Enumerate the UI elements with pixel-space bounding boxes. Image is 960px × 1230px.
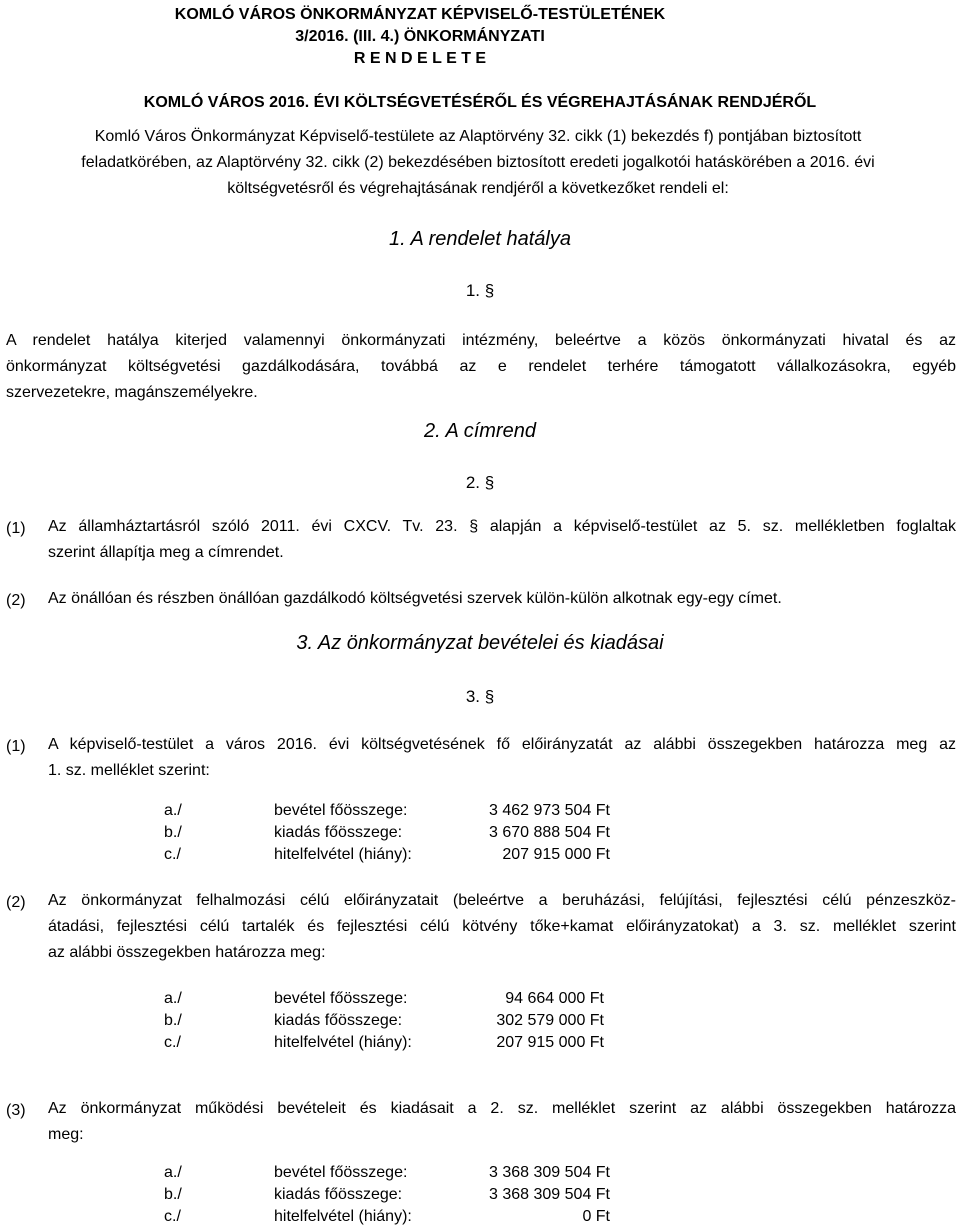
section-3-item-1-line-2: 1. sz. melléklet szerint: (48, 762, 210, 779)
row-value: 302 579 000 Ft (496, 1012, 604, 1029)
row-value: 94 664 000 Ft (505, 990, 604, 1007)
row-letter: b./ (164, 1012, 182, 1029)
section-3-item-2-line-3: az alábbi összegekben határozza meg: (48, 944, 326, 961)
section-3-item-2-line-1: Az önkormányzat felhalmozási célú előirányzatait (beleértve a beruházási, felújítási, fejlesztési célú pénzeszköz- (48, 892, 956, 909)
row-letter: a./ (164, 802, 182, 819)
section-1-text-line-2: önkormányzat költségvetési gazdálkodására, továbbá az e rendelet terhére támogatott vállalkozásokra, egyéb (6, 358, 956, 375)
row-value: 3 462 973 504 Ft (489, 802, 610, 819)
row-letter: c./ (164, 1208, 181, 1225)
section-1-text-line-1: A rendelet hatálya kiterjed valamennyi önkormányzati intézmény, beleértve a közös önkormányzati hivatal és az (6, 332, 956, 349)
section-3-item-1-text (48, 732, 956, 784)
row-label: hitelfelvétel (hiány): (274, 1208, 412, 1225)
section-3-item-3-line-1: Az önkormányzat működési bevételeit és kiadásait a 2. sz. melléklet szerint az alábbi összegekben határozza (48, 1100, 956, 1117)
preamble (0, 124, 956, 202)
row-label: bevétel főösszege: (274, 990, 408, 1007)
section-3-item-1-number: (1) (6, 738, 26, 755)
section-3-item-3-text (48, 1096, 956, 1148)
section-1-text-line-3: szervezetekre, magánszemélyekre. (6, 384, 258, 401)
row-value: 207 915 000 Ft (502, 846, 610, 863)
section-3-item-3-number: (3) (6, 1102, 26, 1119)
row-value: 3 368 309 504 Ft (489, 1164, 610, 1181)
row-label: hitelfelvétel (hiány): (274, 846, 412, 863)
section-1-heading: 1. A rendelet hatálya (389, 228, 571, 250)
section-3-item-2-number: (2) (6, 894, 26, 911)
section-2-item-2-number: (2) (6, 592, 26, 609)
row-letter: c./ (164, 1034, 181, 1051)
row-label: kiadás főösszege: (274, 1186, 403, 1203)
header-line-1: KOMLÓ VÁROS ÖNKORMÁNYZAT KÉPVISELŐ-TESTÜLETÉNEK (174, 6, 666, 23)
row-value: 207 915 000 Ft (496, 1034, 604, 1051)
section-2-item-2-line-1: Az önállóan és részben önállóan gazdálkodó költségvetési szervek külön-külön alkotnak egy-egy címet. (48, 590, 782, 607)
section-3-item-3-line-2: meg: (48, 1126, 84, 1143)
row-letter: b./ (164, 824, 182, 841)
section-3-heading: 3. Az önkormányzat bevételei és kiadásai (296, 632, 664, 654)
row-value: 3 368 309 504 Ft (489, 1186, 610, 1203)
document-title: KOMLÓ VÁROS 2016. ÉVI KÖLTSÉGVETÉSÉRŐL ÉS VÉGREHAJTÁSÁNAK RENDJÉRŐL (143, 94, 817, 111)
row-label: kiadás főösszege: (274, 1012, 403, 1029)
section-2-item-1-number: (1) (6, 520, 26, 537)
row-value: 3 670 888 504 Ft (489, 824, 610, 841)
row-letter: a./ (164, 1164, 182, 1181)
header-line-2: 3/2016. (III. 4.) ÖNKORMÁNYZATI (295, 28, 545, 45)
row-label: bevétel főösszege: (274, 1164, 408, 1181)
row-letter: c./ (164, 846, 181, 863)
row-label: bevétel főösszege: (274, 802, 408, 819)
preamble-line-1: Komló Város Önkormányzat Képviselő-testülete az Alaptörvény 32. cikk (1) bekezdés f) pontjában biztosított (94, 128, 862, 145)
row-letter: a./ (164, 990, 182, 1007)
section-2-heading: 2. A címrend (424, 420, 536, 442)
section-2-paragraph-number: 2. § (465, 473, 495, 492)
row-letter: b./ (164, 1186, 182, 1203)
section-2-item-1-line-2: szerint állapítja meg a címrendet. (48, 544, 284, 561)
section-2-item-2-text (48, 586, 956, 612)
section-3-paragraph-number: 3. § (465, 687, 495, 706)
section-3-item-2-line-2: átadási, fejlesztési célú tartalék és fejlesztési célú kötvény tőke+kamat előirányzatokat) a 3. sz. melléklet szerint (48, 918, 956, 935)
section-3-item-2-text (48, 888, 956, 966)
row-label: kiadás főösszege: (274, 824, 403, 841)
section-1-text (6, 328, 956, 406)
section-2-item-1-text (48, 514, 956, 566)
row-value: 0 Ft (582, 1208, 610, 1225)
row-label: hitelfelvétel (hiány): (274, 1034, 412, 1051)
section-2-item-1-line-1: Az államháztartásról szóló 2011. évi CXCV. Tv. 23. § alapján a képviselő-testület az 5. sz. mellékletben foglaltak (48, 518, 956, 535)
header-line-3: R E N D E L E T E (353, 50, 487, 67)
section-3-item-1-line-1: A képviselő-testület a város 2016. évi költségvetésének fő előirányzatát az alábbi összegekben határozza meg az (48, 736, 956, 753)
preamble-line-3: költségvetésről és végrehajtásának rendjéről a következőket rendeli el: (227, 180, 729, 197)
section-1-paragraph-number: 1. § (465, 281, 495, 300)
preamble-line-2: feladatkörében, az Alaptörvény 32. cikk (2) bekezdésében biztosított eredeti jogalkotói hatáskörében a 2016. évi (81, 154, 875, 171)
